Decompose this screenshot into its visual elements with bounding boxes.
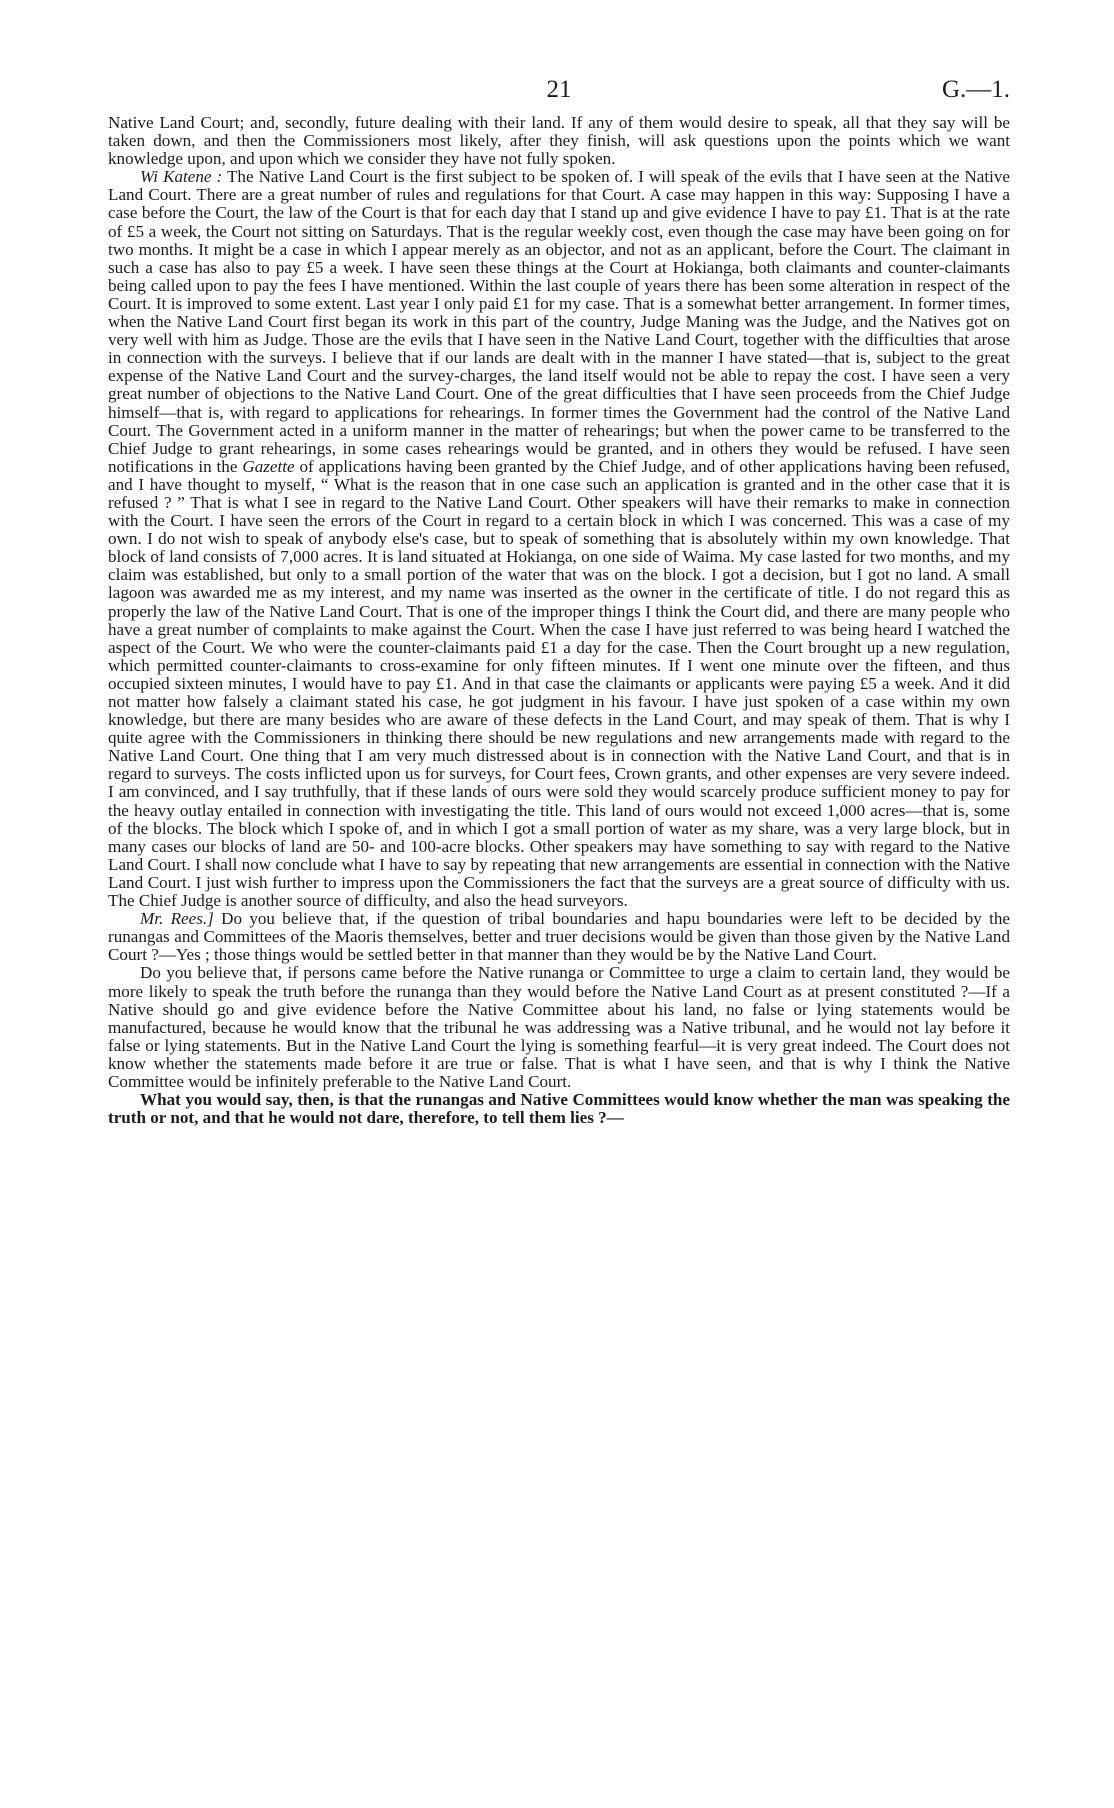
paragraph-text: The Native Land Court is the first subject to be spoken of. I will speak of the evils that I have seen at the Native Land Court. There are a great number of rules and regulations for that Court. A case may happen in this way: Supposing I have a case before the Court, the law of the Court is that for each day that I stand up and give evidence I have to pay £1. That is at the rate of £5 a week, the Court not sitting on Saturdays. That is the regular weekly cost, even though the case may have been going on for two months. It might be a case in which I appear merely as an objector, and not as an applicant, before the Court. The claimant in such a case has also to pay £5 a week. I have seen these things at the Court at Hokianga, both claimants and counter-claimants being called upon to pay the fees I have mentioned. Within the last couple of years there has been some alteration in respect of the Court. It is improved to some extent. Last year I only paid £1 for my case. That is a somewhat better arrangement. In former times, when the Native Land Court first began its work in this part of the country, Judge Maning was the Judge, and the Natives got on very well with him as Judge. Those are the evils that I have seen in the Native Land Court, together with the difficulties that arose in connection with the surveys. I believe that if our lands are dealt with in the manner I have stated—that is, subject to the great expense of the Native Land Court and the survey-charges, the land itself would not be able to repay the cost. I have seen a very great number of objections to the Native Land Court. One of the great difficulties that I have seen proceeds from the Chief Judge himself—that is, with regard to applications for rehearings. In former times the Government had the control of the Native Land Court. The Government acted in a uniform manner in the matter of rehearings; but when the power came to be transferred to the Chief Judge to grant rehearings, in some cases rehearings would be granted, and in others they would be refused. I have seen notifications in the bbox=[108, 167, 1011, 476]
paragraph-mr-rees bbox=[108, 910, 1010, 964]
paragraph-question-runanga bbox=[108, 964, 1010, 1091]
paragraph-text: Do you believe that, if the question of tribal boundaries and hapu boundaries were left to be decided by the runangas and Committees of the Maoris themselves, better and truer decisions would be given than those given by the Native Land Court ?—Yes ; those things would be settled better in that manner than they would be by the Native Land Court. bbox=[108, 909, 1010, 965]
paragraph-text: What you would say, then, is that the runangas and Native Committees would know whether the man was speaking the truth or not, and that he would not dare, therefore, to tell them lies ?— bbox=[108, 1090, 1010, 1128]
document-body bbox=[108, 114, 1010, 1127]
italic-publication-name: Gazette bbox=[242, 456, 295, 476]
page-header bbox=[108, 68, 1010, 114]
paragraph-text: Native Land Court; and, secondly, future dealing with their land. If any of them would desire to speak, all that they say will be taken down, and then the Commissioners most likely, after they finish, will ask questions upon the points which we want knowledge upon, and upon which we consider they have not fully spoken. bbox=[108, 113, 1010, 169]
speaker-name: Mr. Rees.] bbox=[140, 909, 214, 929]
paragraph-final-question bbox=[108, 1091, 1010, 1127]
page-number: 21 bbox=[546, 76, 572, 103]
paragraph-wi-katene bbox=[108, 168, 1010, 910]
document-code: G.—1. bbox=[941, 76, 1010, 103]
paragraph-text: Do you believe that, if persons came before the Native runanga or Committee to urge a claim to certain land, they would be more likely to speak the truth before the runanga than they would before the Native Land Court as at present constituted ?—If a Native should go and give evidence before the Native Committee about his land, no false or lying statements would be manufactured, because he would know that the tribunal he was addressing was a Native tribunal, and he would not lay before it false or lying statements. But in the Native Land Court the lying is something fearful—it is very great indeed. The Court does not know whether the statements made before it are true or false. That is what I have seen, and that is why I think the Native Committee would be infinitely preferable to the Native Land Court. bbox=[108, 963, 1010, 1091]
paragraph-text-continued: of applications having been granted by the Chief Judge, and of other applications having been refused, and I have thought to myself, “ What is the reason that in one case such an application is granted and in the other case that it is refused ? ” That is what I see in regard to the Native Land Court. Other speakers will have their remarks to make in connection with the Court. I have seen the errors of the Court in regard to a certain block in which I was concerned. This was a case of my own. I do not wish to speak of anybody else's case, but to speak of something that is absolutely within my own knowledge. That block of land consists of 7,000 acres. It is land situated at Hokianga, on one side of Waima. My case lasted for two months, and my claim was established, but only to a small portion of the water that was on the block. I got a decision, but I got no land. A small lagoon was awarded me as my interest, and my name was inserted as the owner in the certificate of title. I do not regard this as properly the law of the Native Land Court. That is one of the improper things I think the Court did, and there are many people who have a great number of complaints to make against the Court. When the case I have just referred to was being heard I watched the aspect of the Court. We who were the counter-claimants paid £1 a day for the case. Then the Court brought up a new regulation, which permitted counter-claimants to cross-examine for only fifteen minutes. If I went one minute over the fifteen, and thus occupied sixteen minutes, I would have to pay £1. And in that case the claimants or applicants were paying £5 a week. And it did not matter how falsely a claimant stated his case, he got judgment in his favour. I have just spoken of a case within my own knowledge, but there are many besides who are aware of these defects in the Land Court, and may speak of them. That is why I quite agree with the Commissioners in thinking there should be new regulations and new arrangements made with regard to the Native Land Court. One thing that I am very much distressed about is in connection with the Native Land Court, and that is in regard to surveys. The costs inflicted upon us for surveys, for Court fees, Crown grants, and other expenses are very severe indeed. I am convinced, and I say truthfully, that if these lands of ours were sold they would scarcely produce sufficient money to pay for the heavy outlay entailed in connection with investigating the title. This land of ours would not exceed 1,000 acres—that is, some of the blocks. The block which I spoke of, and in which I got a small portion of water as my share, was a very large block, but in many cases our blocks of land are 50- and 100-acre blocks. Other speakers may have something to say with regard to the Native Land Court. I shall now conclude what I have to say by repeating that new arrangements are essential in connection with the Native Land Court. I just wish further to impress upon the Commissioners the fact that the surveys are a great source of difficulty with us. The Chief Judge is another source of difficulty, and also the head surveyors. bbox=[108, 456, 1010, 911]
paragraph-intro bbox=[108, 114, 1010, 168]
speaker-name: Wi Katene : bbox=[140, 167, 223, 187]
